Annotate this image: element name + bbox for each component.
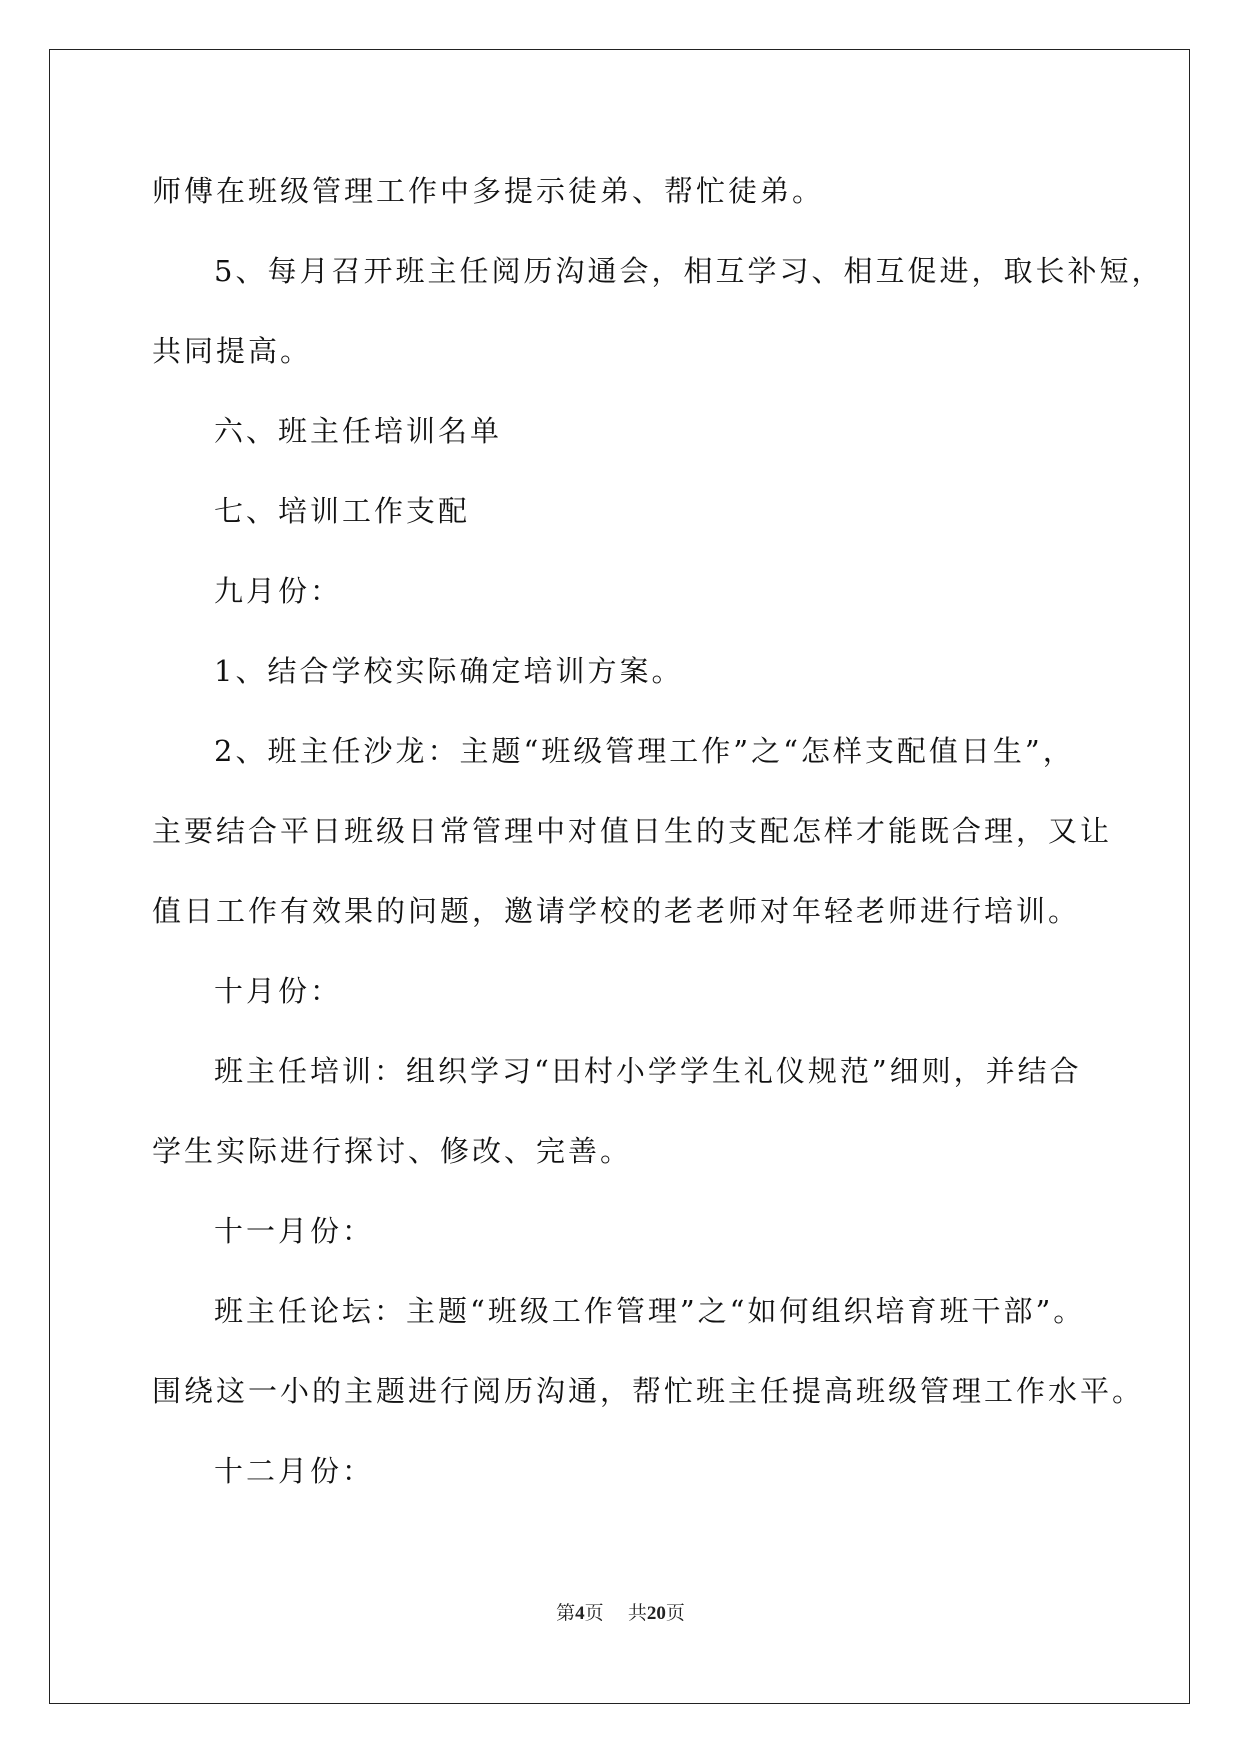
page-number: 4	[575, 1603, 585, 1624]
month-heading: 九月份：	[214, 574, 343, 608]
text-line: 班主任论坛：主题“班级工作管理”之“如何组织培育班干部”。	[214, 1294, 1086, 1328]
total-prefix: 共	[627, 1602, 647, 1624]
month-heading: 十一月份：	[214, 1214, 375, 1248]
page-mid: 页	[584, 1602, 604, 1624]
text-line: 师傅在班级管理工作中多提示徒弟、帮忙徒弟。	[152, 174, 825, 208]
page-prefix: 第	[556, 1602, 576, 1624]
total-suffix: 页	[665, 1602, 685, 1624]
month-heading: 十月份：	[214, 974, 343, 1008]
section-heading: 七、培训工作支配	[214, 494, 471, 528]
text-line: 主要结合平日班级日常管理中对值日生的支配怎样才能既合理，又让	[152, 814, 1113, 848]
section-heading: 六、班主任培训名单	[214, 414, 503, 448]
text-line: 围绕这一小的主题进行阅历沟通，帮忙班主任提高班级管理工作水平。	[152, 1374, 1145, 1408]
text-line: 共同提高。	[152, 334, 313, 368]
text-line: 2、班主任沙龙：主题“班级管理工作”之“怎样支配值日生”，	[214, 734, 1075, 768]
text-line: 值日工作有效果的问题，邀请学校的老老师对年轻老师进行培训。	[152, 894, 1081, 928]
month-heading: 十二月份：	[214, 1454, 375, 1488]
page-footer	[0, 1598, 1241, 1625]
text-line: 1、结合学校实际确定培训方案。	[214, 654, 684, 688]
text-line: 班主任培训：组织学习“田村小学学生礼仪规范”细则，并结合	[214, 1054, 1082, 1088]
total-pages: 20	[646, 1603, 666, 1624]
text-line: 5、每月召开班主任阅历沟通会，相互学习、相互促进，取长补短，	[214, 254, 1164, 288]
text-line: 学生实际进行探讨、修改、完善。	[152, 1134, 633, 1168]
